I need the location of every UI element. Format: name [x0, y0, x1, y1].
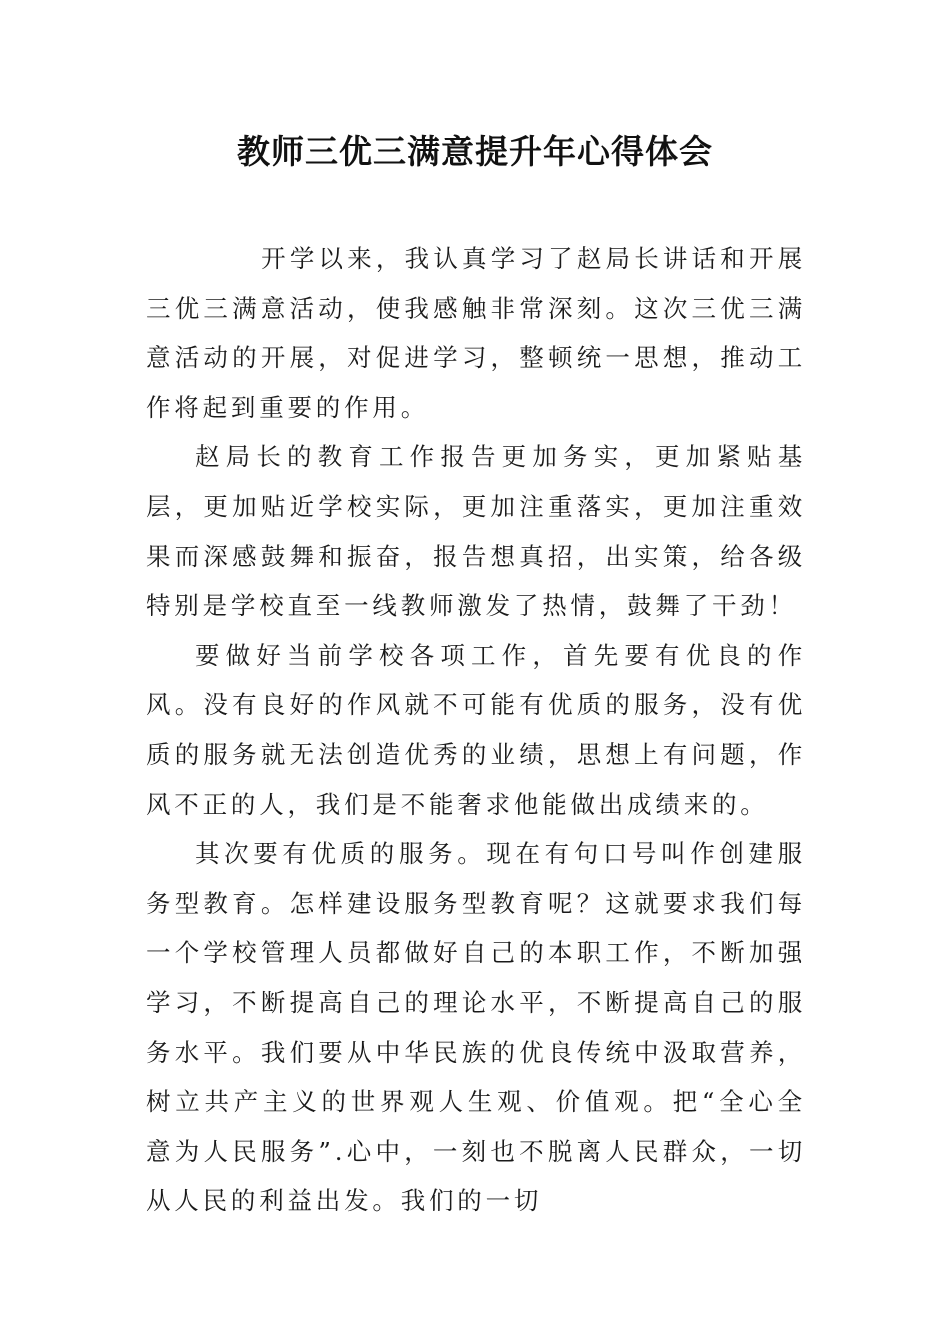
paragraph-2: 赵局长的教育工作报告更加务实，更加紧贴基层，更加贴近学校实际，更加注重落实，更加注重效果而深感鼓舞和振奋，报告想真招，出实策，给各级特别是学校直至一线教师激发了热情，鼓舞了干劲！ [146, 442, 806, 621]
paragraph-1: 开学以来，我认真学习了赵局长讲话和开展三优三满意活动，使我感触非常深刻。这次三优三满意活动的开展，对促进学习，整顿统一思想，推动工作将起到重要的作用。 [146, 244, 806, 422]
document-title: 教师三优三满意提升年心得体会 [237, 132, 713, 171]
document-body [146, 234, 806, 1226]
paragraph-3: 要做好当前学校各项工作，首先要有优良的作风。没有良好的作风就不可能有优质的服务，没有优质的服务就无法创造优秀的业绩，思想上有问题，作风不正的人，我们是不能奢求他能做出成绩来的。 [146, 640, 806, 819]
paragraph-4: 其次要有优质的服务。现在有句口号叫作创建服务型教育。怎样建设服务型教育呢？这就要求我们每一个学校管理人员都做好自己的本职工作，不断加强学习，不断提高自己的理论水平，不断提高自己的服务水平。我们要从中华民族的优良传统中汲取营养，树立共产主义的世界观人生观、价值观。把“全心全意为人民服务”.心中，一刻也不脱离人民群众，一切从人民的利益出发。我们的一切 [146, 839, 806, 1216]
